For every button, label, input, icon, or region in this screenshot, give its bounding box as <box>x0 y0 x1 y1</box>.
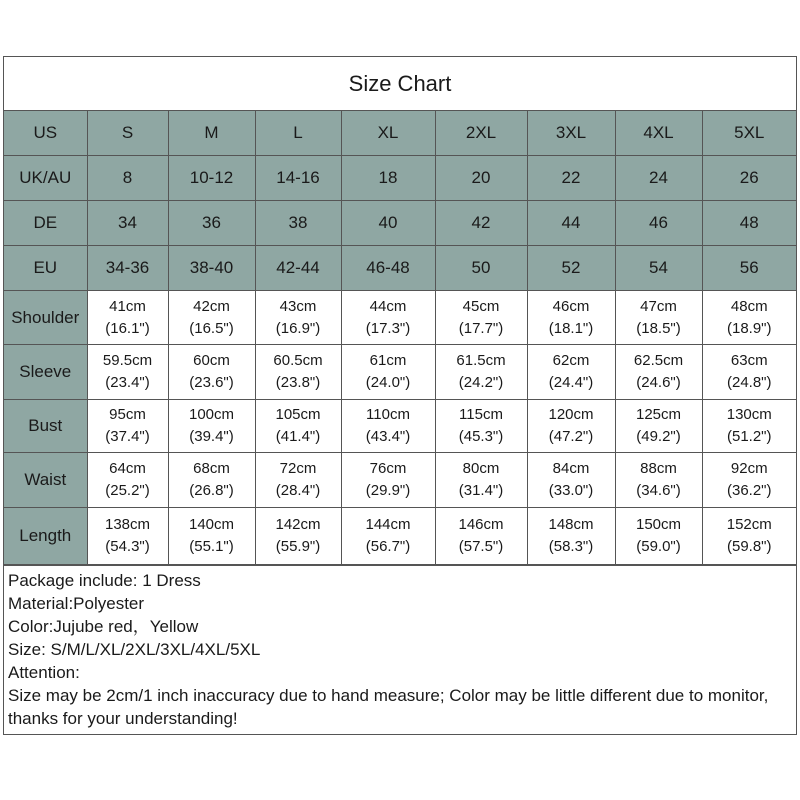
size-cell: 24 <box>615 156 702 201</box>
inch-value: (16.9") <box>275 319 321 337</box>
inch-value: (55.1") <box>189 538 234 555</box>
size-cell: 4XL <box>615 111 702 156</box>
measurement-cell <box>702 291 796 345</box>
measurement-row <box>4 345 796 400</box>
cm-value: 43cm <box>279 297 317 315</box>
inch-value: (51.2") <box>726 428 772 445</box>
measurement-cell <box>87 345 168 400</box>
inch-value: (37.4") <box>105 428 150 445</box>
size-cell: 34 <box>87 201 168 246</box>
measurement-cell <box>87 453 168 508</box>
cm-value: 80cm <box>462 460 500 477</box>
measurement-cell <box>168 291 255 345</box>
measurement-cell <box>702 508 796 565</box>
inch-value: (23.8") <box>275 374 321 391</box>
cm-value: 142cm <box>275 516 321 533</box>
cm-value: 88cm <box>640 460 677 477</box>
inch-value: (47.2") <box>548 428 594 445</box>
inch-value: (24.8") <box>726 374 772 391</box>
cm-value: 64cm <box>109 460 146 477</box>
size-cell: 3XL <box>527 111 615 156</box>
inch-value: (24.4") <box>548 374 594 391</box>
size-table <box>4 111 796 565</box>
cm-value: 84cm <box>552 460 590 477</box>
cm-value: 45cm <box>462 297 500 315</box>
measurement-cell <box>255 508 341 565</box>
inch-value: (17.3") <box>365 319 411 337</box>
measurement-cell <box>341 345 435 400</box>
inch-value: (23.6") <box>189 374 234 391</box>
row-header: Bust <box>4 400 87 453</box>
row-header: Length <box>4 508 87 565</box>
cm-value: 105cm <box>275 406 321 423</box>
cm-value: 110cm <box>366 406 410 423</box>
size-row <box>4 111 796 156</box>
inch-value: (26.8") <box>189 482 234 499</box>
size-chart <box>3 56 797 735</box>
size-cell: 34-36 <box>87 246 168 291</box>
measurement-cell <box>615 453 702 508</box>
size-cell: XL <box>341 111 435 156</box>
size-cell: 56 <box>702 246 796 291</box>
measurement-cell <box>615 400 702 453</box>
size-row <box>4 156 796 201</box>
size-cell: 44 <box>527 201 615 246</box>
cm-value: 72cm <box>279 460 317 477</box>
size-cell: 36 <box>168 201 255 246</box>
attention-note: Attention: <box>8 663 80 682</box>
inch-value: (18.5") <box>636 319 681 337</box>
cm-value: 130cm <box>726 406 772 423</box>
cm-value: 92cm <box>730 460 768 477</box>
measurement-cell <box>168 400 255 453</box>
measurement-cell <box>341 508 435 565</box>
measurement-cell <box>87 508 168 565</box>
size-cell: 54 <box>615 246 702 291</box>
disclaimer-note: Size may be 2cm/1 inch inaccuracy due to hand measure; Color may be little different due to monitor, thanks for your understanding! <box>8 686 769 728</box>
cm-value: 138cm <box>104 516 151 533</box>
inch-value: (31.4") <box>458 482 504 499</box>
cm-value: 42cm <box>193 297 230 315</box>
measurement-cell <box>255 453 341 508</box>
size-row <box>4 201 796 246</box>
row-header: UK/AU <box>4 156 87 201</box>
inch-value: (24.0") <box>365 374 411 391</box>
inch-value: (58.3") <box>548 538 594 555</box>
cm-value: 61.5cm <box>456 352 506 369</box>
measurement-cell <box>168 453 255 508</box>
measurement-row <box>4 453 796 508</box>
inch-value: (29.9") <box>365 482 411 499</box>
measurement-cell <box>702 345 796 400</box>
color-note: Color:Jujube red，Yellow <box>8 617 199 636</box>
measurement-cell <box>255 345 341 400</box>
cm-value: 144cm <box>365 516 411 533</box>
measurement-cell <box>527 508 615 565</box>
product-notes <box>4 565 796 734</box>
measurement-cell <box>168 345 255 400</box>
inch-value: (36.2") <box>726 482 772 499</box>
size-cell: 20 <box>435 156 527 201</box>
cm-value: 47cm <box>640 297 677 315</box>
inch-value: (23.4") <box>105 374 150 391</box>
cm-value: 148cm <box>548 516 594 533</box>
size-cell: 2XL <box>435 111 527 156</box>
size-cell: 10-12 <box>168 156 255 201</box>
measurement-cell <box>702 453 796 508</box>
measurement-cell <box>527 453 615 508</box>
size-row <box>4 246 796 291</box>
cm-value: 115cm <box>459 406 503 423</box>
size-cell: 46-48 <box>341 246 435 291</box>
inch-value: (59.0") <box>636 538 681 555</box>
inch-value: (49.2") <box>636 428 681 445</box>
size-note: Size: S/M/L/XL/2XL/3XL/4XL/5XL <box>8 640 261 659</box>
inch-value: (17.7") <box>458 319 504 337</box>
inch-value: (39.4") <box>189 428 234 445</box>
measurement-cell <box>527 345 615 400</box>
cm-value: 68cm <box>193 460 230 477</box>
cm-value: 140cm <box>188 516 235 533</box>
row-header: Sleeve <box>4 345 87 400</box>
cm-value: 150cm <box>635 516 682 533</box>
inch-value: (28.4") <box>275 482 321 499</box>
measurement-cell <box>527 400 615 453</box>
measurement-cell <box>255 400 341 453</box>
measurement-cell <box>87 291 168 345</box>
measurement-cell <box>255 291 341 345</box>
row-header: US <box>4 111 87 156</box>
measurement-cell <box>435 291 527 345</box>
chart-title: Size Chart <box>4 57 796 111</box>
cm-value: 44cm <box>369 297 407 315</box>
material-note: Material:Polyester <box>8 594 145 613</box>
size-cell: 18 <box>341 156 435 201</box>
size-cell: 5XL <box>702 111 796 156</box>
inch-value: (16.1") <box>105 319 150 337</box>
inch-value: (54.3") <box>105 538 150 555</box>
size-cell: M <box>168 111 255 156</box>
inch-value: (34.6") <box>636 482 681 499</box>
size-cell: S <box>87 111 168 156</box>
cm-value: 100cm <box>188 406 235 423</box>
size-cell: 50 <box>435 246 527 291</box>
measurement-cell <box>341 400 435 453</box>
row-header: DE <box>4 201 87 246</box>
package-note: Package include: 1 Dress <box>8 571 201 590</box>
inch-value: (45.3") <box>458 428 504 445</box>
cm-value: 95cm <box>109 406 146 423</box>
cm-value: 152cm <box>726 516 772 533</box>
inch-value: (56.7") <box>365 538 411 555</box>
measurement-row <box>4 291 796 345</box>
measurement-cell <box>435 400 527 453</box>
size-cell: 46 <box>615 201 702 246</box>
measurement-cell <box>87 400 168 453</box>
measurement-cell <box>435 453 527 508</box>
cm-value: 62cm <box>552 352 590 369</box>
size-cell: 42 <box>435 201 527 246</box>
measurement-cell <box>341 453 435 508</box>
cm-value: 62.5cm <box>633 352 684 369</box>
measurement-cell <box>615 291 702 345</box>
cm-value: 146cm <box>458 516 504 533</box>
size-cell: 38-40 <box>168 246 255 291</box>
inch-value: (43.4") <box>365 428 411 445</box>
cm-value: 60cm <box>193 352 230 369</box>
measurement-row <box>4 508 796 565</box>
inch-value: (57.5") <box>458 538 504 555</box>
size-cell: 26 <box>702 156 796 201</box>
size-cell: L <box>255 111 341 156</box>
size-cell: 48 <box>702 201 796 246</box>
measurement-row <box>4 400 796 453</box>
size-cell: 14-16 <box>255 156 341 201</box>
measurement-cell <box>341 291 435 345</box>
inch-value: (41.4") <box>275 428 321 445</box>
cm-value: 120cm <box>548 406 594 423</box>
cm-value: 63cm <box>730 352 768 369</box>
inch-value: (33.0") <box>548 482 594 499</box>
inch-value: (25.2") <box>105 482 150 499</box>
cm-value: 76cm <box>369 460 407 477</box>
inch-value: (59.8") <box>726 538 772 555</box>
measurement-cell <box>435 345 527 400</box>
size-cell: 8 <box>87 156 168 201</box>
size-cell: 42-44 <box>255 246 341 291</box>
inch-value: (16.5") <box>189 319 234 337</box>
measurement-cell <box>168 508 255 565</box>
size-cell: 40 <box>341 201 435 246</box>
measurement-cell <box>435 508 527 565</box>
inch-value: (24.6") <box>636 374 681 391</box>
row-header: EU <box>4 246 87 291</box>
inch-value: (18.1") <box>548 319 594 337</box>
measurement-cell <box>615 508 702 565</box>
cm-value: 61cm <box>369 352 407 369</box>
measurement-cell <box>527 291 615 345</box>
row-header: Waist <box>4 453 87 508</box>
measurement-cell <box>615 345 702 400</box>
cm-value: 125cm <box>635 406 682 423</box>
inch-value: (55.9") <box>275 538 321 555</box>
inch-value: (24.2") <box>458 374 504 391</box>
cm-value: 46cm <box>552 297 590 315</box>
size-cell: 52 <box>527 246 615 291</box>
cm-value: 59.5cm <box>102 352 153 369</box>
cm-value: 48cm <box>730 297 768 315</box>
inch-value: (18.9") <box>726 319 772 337</box>
size-cell: 22 <box>527 156 615 201</box>
measurement-cell <box>702 400 796 453</box>
size-cell: 38 <box>255 201 341 246</box>
row-header: Shoulder <box>4 291 87 345</box>
cm-value: 60.5cm <box>273 352 323 369</box>
cm-value: 41cm <box>109 297 146 315</box>
